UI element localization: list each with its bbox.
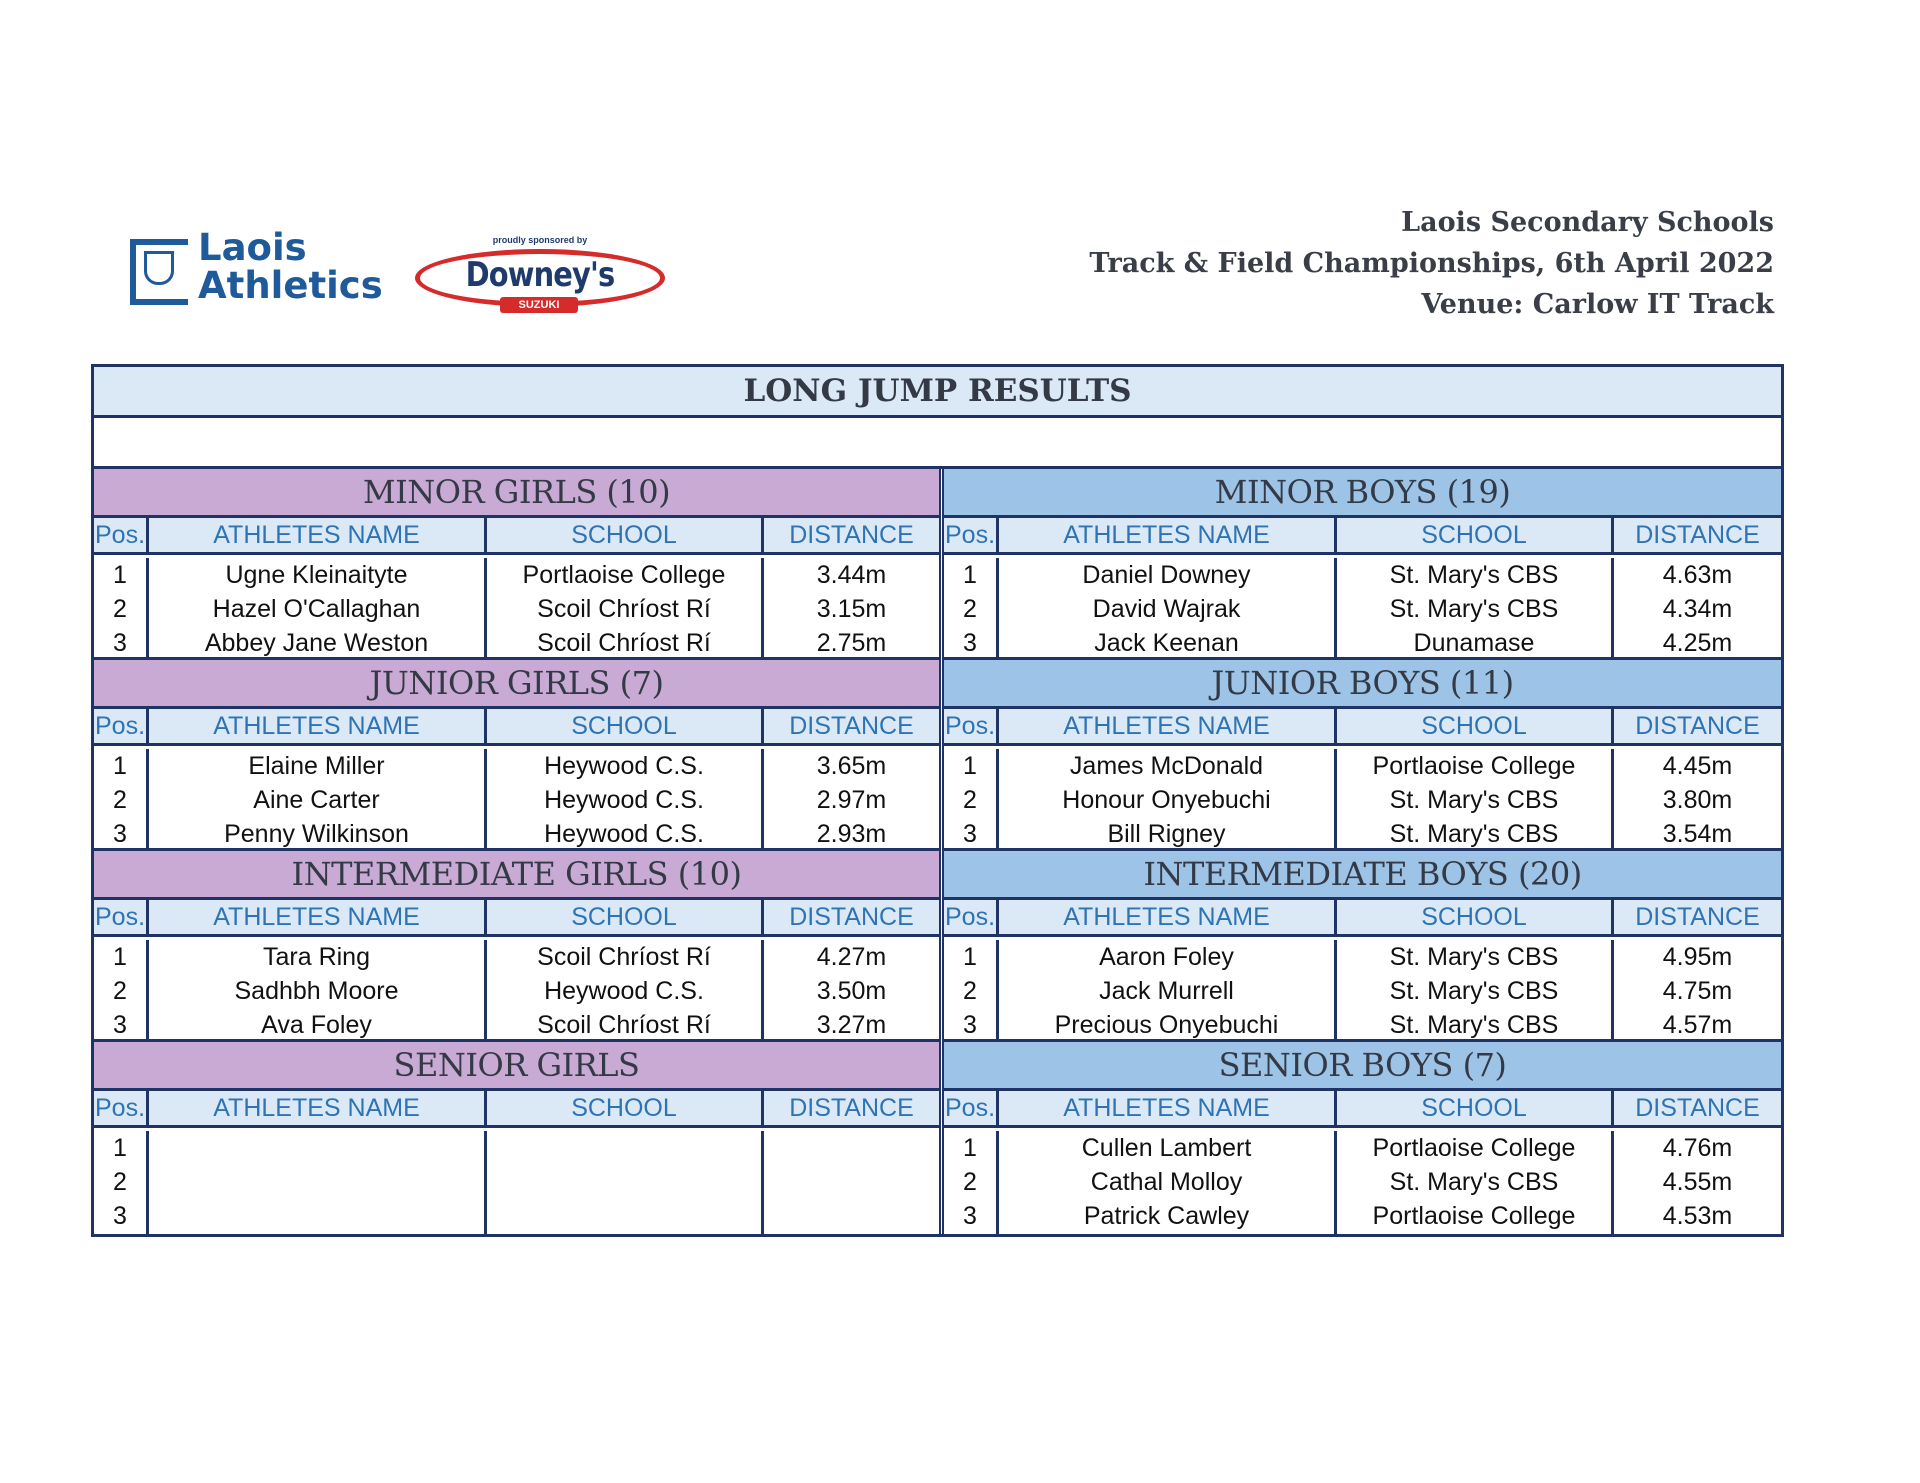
col-name-header: ATHLETES NAME	[149, 518, 487, 552]
cell-school: Heywood C.S.	[544, 977, 704, 1005]
cell-distance: 4.55m	[1662, 1168, 1733, 1196]
cell-distance	[764, 1165, 939, 1199]
col-pos-header: Pos.	[944, 900, 999, 934]
results-rows	[944, 555, 1781, 660]
column-name	[149, 940, 487, 1039]
col-school-header: SCHOOL	[1337, 518, 1614, 552]
cell-pos: 3	[113, 629, 127, 657]
cell-name: Abbey Jane Weston	[204, 629, 429, 657]
cell-school: Scoil Chríost Rí	[537, 1011, 711, 1039]
col-pos-header: Pos.	[944, 518, 999, 552]
cell-distance: 4.53m	[1662, 1202, 1733, 1230]
cell-distance: 3.44m	[816, 561, 887, 589]
cell-distance: 4.75m	[1662, 977, 1733, 1005]
column-school	[487, 749, 764, 848]
group-heading: INTERMEDIATE BOYS (20)	[944, 851, 1781, 900]
cell-distance: 4.34m	[1662, 595, 1733, 623]
cell-school: Heywood C.S.	[544, 786, 704, 814]
results-table	[91, 364, 1784, 1237]
column-school	[1337, 940, 1614, 1039]
cell-name: Cathal Molloy	[1090, 1168, 1243, 1196]
results-rows	[944, 937, 1781, 1042]
col-distance-header: DISTANCE	[1635, 521, 1760, 549]
cell-distance: 4.95m	[1662, 943, 1733, 971]
column-distance	[1614, 749, 1781, 848]
cell-name: Aine Carter	[253, 786, 380, 814]
cell-distance: 4.45m	[1662, 752, 1733, 780]
cell-school	[487, 1165, 761, 1199]
cell-name: David Wajrak	[1092, 595, 1241, 623]
col-name-header: ATHLETES NAME	[999, 1091, 1337, 1125]
column-distance	[1614, 1131, 1781, 1234]
col-name-header: ATHLETES NAME	[999, 900, 1337, 934]
col-name-header: ATHLETES NAME	[999, 709, 1337, 743]
column-name	[999, 1131, 1337, 1234]
column-header-row	[944, 900, 1781, 937]
cell-pos: 1	[963, 1134, 977, 1162]
cell-name: Precious Onyebuchi	[1054, 1011, 1279, 1039]
cell-distance	[764, 1131, 939, 1165]
group-heading: MINOR BOYS (19)	[944, 469, 1781, 518]
column-pos	[94, 558, 149, 657]
results-rows	[94, 746, 939, 851]
cell-distance: 2.97m	[816, 786, 887, 814]
cell-school: St. Mary's CBS	[1389, 1011, 1559, 1039]
girls-column	[94, 469, 939, 1234]
cell-pos: 1	[963, 752, 977, 780]
cell-school: St. Mary's CBS	[1389, 820, 1559, 848]
cell-pos: 3	[963, 820, 977, 848]
cell-pos: 1	[113, 561, 127, 589]
cell-name: Tara Ring	[263, 943, 370, 971]
col-name-header: ATHLETES NAME	[149, 709, 487, 743]
group-heading: SENIOR BOYS (7)	[944, 1042, 1781, 1091]
right-group-0	[944, 469, 1781, 660]
downeys-suzuki-logo	[415, 235, 665, 313]
cell-name: Ugne Kleinaityte	[225, 561, 408, 589]
cell-distance: 2.75m	[816, 629, 887, 657]
cell-pos: 2	[963, 1168, 977, 1196]
cell-school: Portlaoise College	[1372, 752, 1576, 780]
cell-distance: 4.63m	[1662, 561, 1733, 589]
col-distance-header: DISTANCE	[789, 521, 914, 549]
cell-pos: 3	[963, 1202, 977, 1230]
col-school-header: SCHOOL	[1337, 1091, 1614, 1125]
column-pos	[94, 1131, 149, 1234]
cell-distance: 3.27m	[816, 1011, 887, 1039]
col-school-header: SCHOOL	[487, 1091, 764, 1125]
left-group-2	[94, 851, 939, 1042]
cell-distance: 3.54m	[1662, 820, 1733, 848]
cell-pos: 1	[113, 752, 127, 780]
col-pos-header: Pos.	[94, 1091, 149, 1125]
heading-line-3: Venue: Carlow IT Track	[1421, 289, 1774, 320]
cell-school: St. Mary's CBS	[1389, 943, 1559, 971]
cell-name: Penny Wilkinson	[224, 820, 409, 848]
cell-name: Hazel O'Callaghan	[212, 595, 421, 623]
column-school	[1337, 749, 1614, 848]
column-pos	[944, 1131, 999, 1234]
cell-name: Ava Foley	[261, 1011, 372, 1039]
cell-pos: 2	[113, 595, 127, 623]
cell-school: Heywood C.S.	[544, 820, 704, 848]
cell-school: Portlaoise College	[1372, 1134, 1576, 1162]
heading-line-1: Laois Secondary Schools	[1401, 207, 1774, 238]
col-name-header: ATHLETES NAME	[149, 1091, 487, 1125]
right-group-1	[944, 660, 1781, 851]
column-distance	[764, 749, 939, 848]
cell-school	[487, 1199, 761, 1233]
group-heading: JUNIOR GIRLS (7)	[94, 660, 939, 709]
cell-school: Portlaoise College	[522, 561, 726, 589]
cell-distance: 4.57m	[1662, 1011, 1733, 1039]
cell-school: St. Mary's CBS	[1389, 977, 1559, 1005]
column-distance	[764, 940, 939, 1039]
column-school	[487, 1131, 764, 1234]
col-distance-header: DISTANCE	[1635, 903, 1760, 931]
sponsor-name: Downey's	[465, 255, 615, 295]
column-header-row	[944, 518, 1781, 555]
col-distance-header: DISTANCE	[789, 903, 914, 931]
col-pos-header: Pos.	[944, 709, 999, 743]
cell-name: Aaron Foley	[1099, 943, 1234, 971]
cell-school: St. Mary's CBS	[1389, 786, 1559, 814]
col-name-header: ATHLETES NAME	[149, 900, 487, 934]
cell-pos: 1	[963, 943, 977, 971]
column-name	[999, 749, 1337, 848]
column-distance	[764, 558, 939, 657]
cell-name: Honour Onyebuchi	[1062, 786, 1271, 814]
cell-name: Sadhbh Moore	[234, 977, 399, 1005]
right-group-3	[944, 1042, 1781, 1234]
cell-pos: 1	[963, 561, 977, 589]
column-name	[999, 940, 1337, 1039]
column-school	[1337, 1131, 1614, 1234]
column-school	[487, 558, 764, 657]
group-heading: JUNIOR BOYS (11)	[944, 660, 1781, 709]
cell-distance: 3.50m	[816, 977, 887, 1005]
cell-pos: 3	[963, 1011, 977, 1039]
cell-school: St. Mary's CBS	[1389, 595, 1559, 623]
column-distance	[764, 1131, 939, 1234]
col-school-header: SCHOOL	[1337, 709, 1614, 743]
column-pos	[944, 749, 999, 848]
suzuki-badge: SUZUKI	[500, 297, 578, 313]
col-distance-header: DISTANCE	[1635, 712, 1760, 740]
column-name	[149, 749, 487, 848]
logo-text-athletics: Athletics	[198, 264, 383, 307]
cell-school: St. Mary's CBS	[1389, 1168, 1559, 1196]
header-logos	[130, 225, 670, 325]
results-rows	[944, 746, 1781, 851]
cell-name	[149, 1165, 484, 1199]
blank-row	[94, 418, 1781, 469]
column-header-row	[944, 709, 1781, 746]
cell-distance: 4.27m	[816, 943, 887, 971]
column-header-row	[94, 900, 939, 937]
column-school	[487, 940, 764, 1039]
cell-name: Bill Rigney	[1107, 820, 1226, 848]
col-distance-header: DISTANCE	[789, 712, 914, 740]
column-name	[999, 558, 1337, 657]
cell-school	[487, 1131, 761, 1165]
cell-name: Patrick Cawley	[1083, 1202, 1250, 1230]
column-name	[149, 1131, 487, 1234]
left-group-1	[94, 660, 939, 851]
cell-school: Scoil Chríost Rí	[537, 943, 711, 971]
cell-pos: 3	[113, 820, 127, 848]
results-rows	[94, 937, 939, 1042]
column-name	[149, 558, 487, 657]
cell-name: Jack Murrell	[1099, 977, 1234, 1005]
col-pos-header: Pos.	[94, 709, 149, 743]
cell-name: Elaine Miller	[248, 752, 385, 780]
column-header-row	[94, 518, 939, 555]
event-heading	[1089, 202, 1774, 325]
cell-school: Scoil Chríost Rí	[537, 595, 711, 623]
col-school-header: SCHOOL	[487, 518, 764, 552]
results-rows	[94, 555, 939, 660]
cell-name: Jack Keenan	[1094, 629, 1239, 657]
cell-name: James McDonald	[1069, 752, 1264, 780]
group-heading: INTERMEDIATE GIRLS (10)	[94, 851, 939, 900]
column-distance	[1614, 558, 1781, 657]
results-rows	[944, 1128, 1781, 1234]
cell-pos: 3	[963, 629, 977, 657]
column-pos	[94, 940, 149, 1039]
results-rows	[94, 1128, 939, 1234]
cell-pos: 1	[113, 943, 127, 971]
cell-distance: 3.80m	[1662, 786, 1733, 814]
column-school	[1337, 558, 1614, 657]
left-group-0	[94, 469, 939, 660]
cell-name	[149, 1131, 484, 1165]
cell-school: Dunamase	[1413, 629, 1535, 657]
col-pos-header: Pos.	[944, 1091, 999, 1125]
cell-pos: 2	[113, 977, 127, 1005]
col-name-header: ATHLETES NAME	[999, 518, 1337, 552]
cell-school: Portlaoise College	[1372, 1202, 1576, 1230]
group-heading: SENIOR GIRLS	[94, 1042, 939, 1091]
cell-name: Daniel Downey	[1082, 561, 1251, 589]
col-school-header: SCHOOL	[487, 709, 764, 743]
cell-distance	[764, 1199, 939, 1233]
results-title: LONG JUMP RESULTS	[94, 367, 1781, 418]
column-header-row	[94, 709, 939, 746]
column-pos	[944, 940, 999, 1039]
cell-name	[149, 1199, 484, 1233]
laois-shield-icon	[130, 239, 188, 305]
cell-pos: 3	[113, 1202, 127, 1230]
cell-school: St. Mary's CBS	[1389, 561, 1559, 589]
column-header-row	[944, 1091, 1781, 1128]
heading-line-2: Track & Field Championships, 6th April 2022	[1089, 248, 1774, 279]
column-pos	[944, 558, 999, 657]
right-group-2	[944, 851, 1781, 1042]
col-school-header: SCHOOL	[1337, 900, 1614, 934]
column-header-row	[94, 1091, 939, 1128]
group-heading: MINOR GIRLS (10)	[94, 469, 939, 518]
col-pos-header: Pos.	[94, 518, 149, 552]
cell-distance: 4.25m	[1662, 629, 1733, 657]
cell-pos: 2	[963, 786, 977, 814]
column-distance	[1614, 940, 1781, 1039]
sponsor-tagline: proudly sponsored by	[492, 235, 588, 245]
cell-pos: 2	[113, 1168, 127, 1196]
laois-athletics-logo	[130, 226, 420, 313]
col-distance-header: DISTANCE	[1635, 1094, 1760, 1122]
left-group-3	[94, 1042, 939, 1234]
cell-pos: 2	[113, 786, 127, 814]
cell-school: Heywood C.S.	[544, 752, 704, 780]
cell-distance: 2.93m	[816, 820, 887, 848]
col-pos-header: Pos.	[94, 900, 149, 934]
cell-pos: 1	[113, 1134, 127, 1162]
logo-text-laois: Laois	[198, 226, 307, 269]
cell-distance: 4.76m	[1662, 1134, 1733, 1162]
cell-distance: 3.65m	[816, 752, 887, 780]
boys-column	[939, 469, 1781, 1234]
cell-name: Cullen Lambert	[1081, 1134, 1252, 1162]
cell-pos: 2	[963, 977, 977, 1005]
cell-pos: 2	[963, 595, 977, 623]
cell-school: Scoil Chríost Rí	[537, 629, 711, 657]
cell-distance: 3.15m	[816, 595, 887, 623]
col-school-header: SCHOOL	[487, 900, 764, 934]
col-distance-header: DISTANCE	[789, 1094, 914, 1122]
column-pos	[94, 749, 149, 848]
cell-pos: 3	[113, 1011, 127, 1039]
